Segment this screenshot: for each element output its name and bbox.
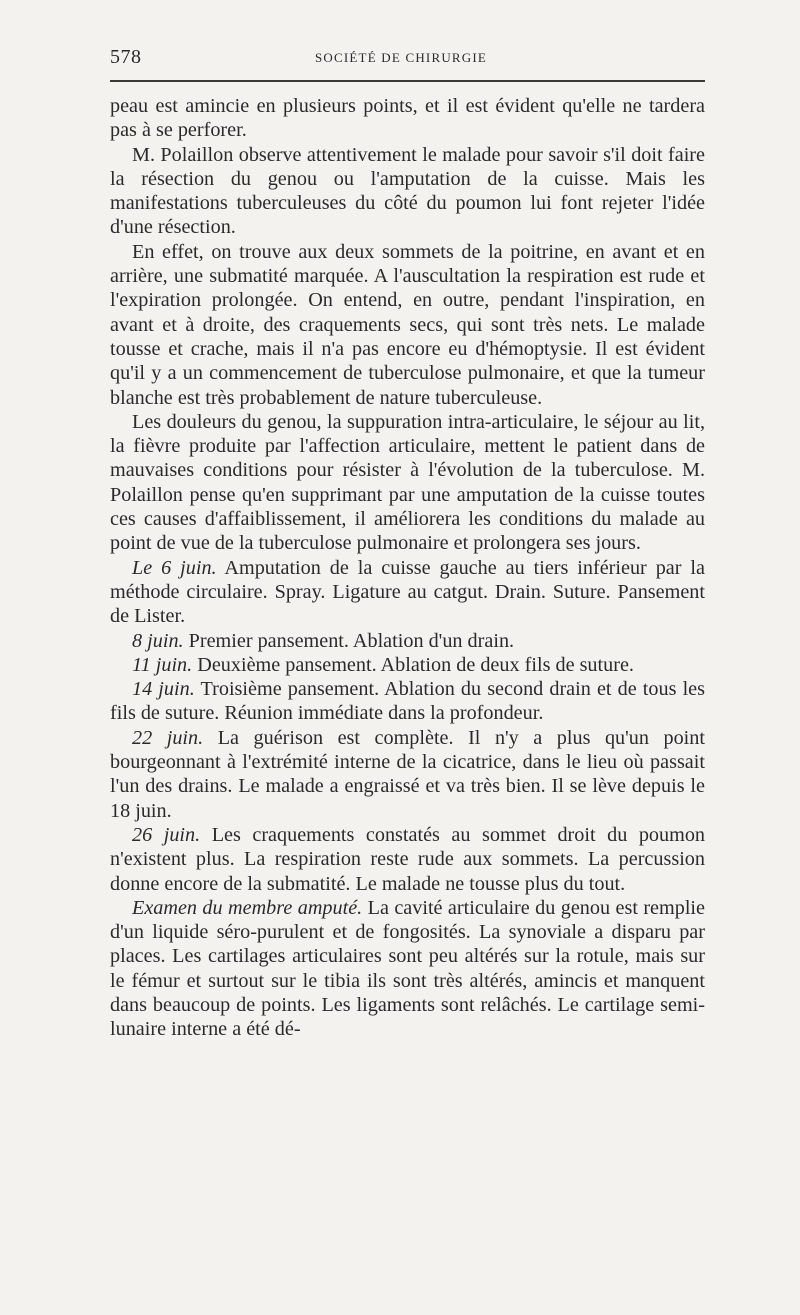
paragraph xyxy=(110,410,705,556)
paragraph xyxy=(110,240,705,410)
paragraph-text: Amputation de la cuisse gauche au tiers inférieur par la méthode circulaire. Spray. Ligature au catgut. Drain. Suture. Pansement de Lister. xyxy=(110,556,705,628)
page-number: 578 xyxy=(110,46,142,68)
running-title: SOCIÉTÉ DE CHIRURGIE xyxy=(315,50,488,65)
paragraph-text: Troisième pansement. Ablation du second drain et de tous les fils de suture. Réunion immédiate dans la profondeur. xyxy=(110,678,706,725)
paragraph-lead: Le 6 juin. xyxy=(132,556,217,579)
paragraph xyxy=(110,143,705,240)
paragraph-lead: Examen du membre amputé. xyxy=(132,896,363,919)
paragraph-lead: 8 juin. xyxy=(132,629,184,652)
paragraph xyxy=(110,677,705,726)
paragraph xyxy=(110,823,705,896)
paragraph-text: peau est amincie en plusieurs points, et il est évident qu'elle ne tardera pas à se perforer. xyxy=(110,95,705,142)
paragraph-text: La guérison est complète. Il n'y a plus qu'un point bourgeonnant à l'extrémité interne de la cicatrice, dans le lieu où passait l'un des drains. Le malade a engraissé et va très bien. Il se lève depuis le 18 juin. xyxy=(110,726,705,822)
paragraph-text: La cavité articulaire du genou est remplie d'un liquide séro-purulent et de fongosités. La synoviale a disparu par places. Les cartilages articulaires sont peu altérés sur la rotule, mais sur le fémur et surtout sur le tibia ils sont très altérés, amincis et manquent dans beaucoup de points. Les ligaments sont relâchés. Le cartilage semi-lunaire interne a été dé- xyxy=(110,896,705,1041)
paragraph-lead: 26 juin. xyxy=(132,823,201,846)
paragraph-lead: 22 juin. xyxy=(132,726,204,749)
paragraph-text: Deuxième pansement. Ablation de deux fils de suture. xyxy=(192,653,634,676)
paragraph xyxy=(110,653,705,677)
paragraph-lead: 11 juin. xyxy=(132,653,193,676)
paragraph-text: En effet, on trouve aux deux sommets de la poitrine, en avant et en arrière, une submatité marquée. A l'auscultation la respiration est rude et l'expiration prolongée. On entend, en outre, pendant l'inspiration, en avant et à droite, des craquements secs, qui sont très nets. Le malade tousse et crache, mais il n'a pas encore eu d'hémoptysie. Il est évident qu'il y a un commencement de tuberculose pulmonaire, et que la tumeur blanche est très probablement de nature tuberculeuse. xyxy=(110,240,705,409)
paragraph xyxy=(110,629,705,653)
paragraph xyxy=(110,726,705,823)
page-header xyxy=(110,46,705,70)
paragraph-text: M. Polaillon observe attentivement le malade pour savoir s'il doit faire la résection du genou ou l'amputation de la cuisse. Mais les manifestations tuberculeuses du côté du poumon lui font rejeter l'idée d'une résection. xyxy=(110,143,705,239)
paragraph-text: Premier pansement. Ablation d'un drain. xyxy=(183,629,515,652)
paragraph xyxy=(110,94,705,143)
paragraph-lead: 14 juin. xyxy=(132,678,195,701)
paragraph xyxy=(110,556,705,629)
paragraph-text: Les craquements constatés au sommet droit du poumon n'existent plus. La respiration reste rude aux sommets. La percussion donne encore de la submatité. Le malade ne tousse plus du tout. xyxy=(110,823,706,895)
body-text xyxy=(110,94,705,1042)
paragraph xyxy=(110,896,705,1042)
paragraph-text: Les douleurs du genou, la suppuration intra-articulaire, le séjour au lit, la fièvre produite par l'affection articulaire, mettent le patient dans de mauvaises conditions pour résister à l'évolution de la tuberculose. M. Polaillon pense qu'en supprimant par une amputation de la cuisse toutes ces causes d'affaiblissement, il améliorera les conditions du malade au point de vue de la tuberculose pulmonaire et prolongera ses jours. xyxy=(110,410,705,555)
header-rule xyxy=(110,80,705,82)
